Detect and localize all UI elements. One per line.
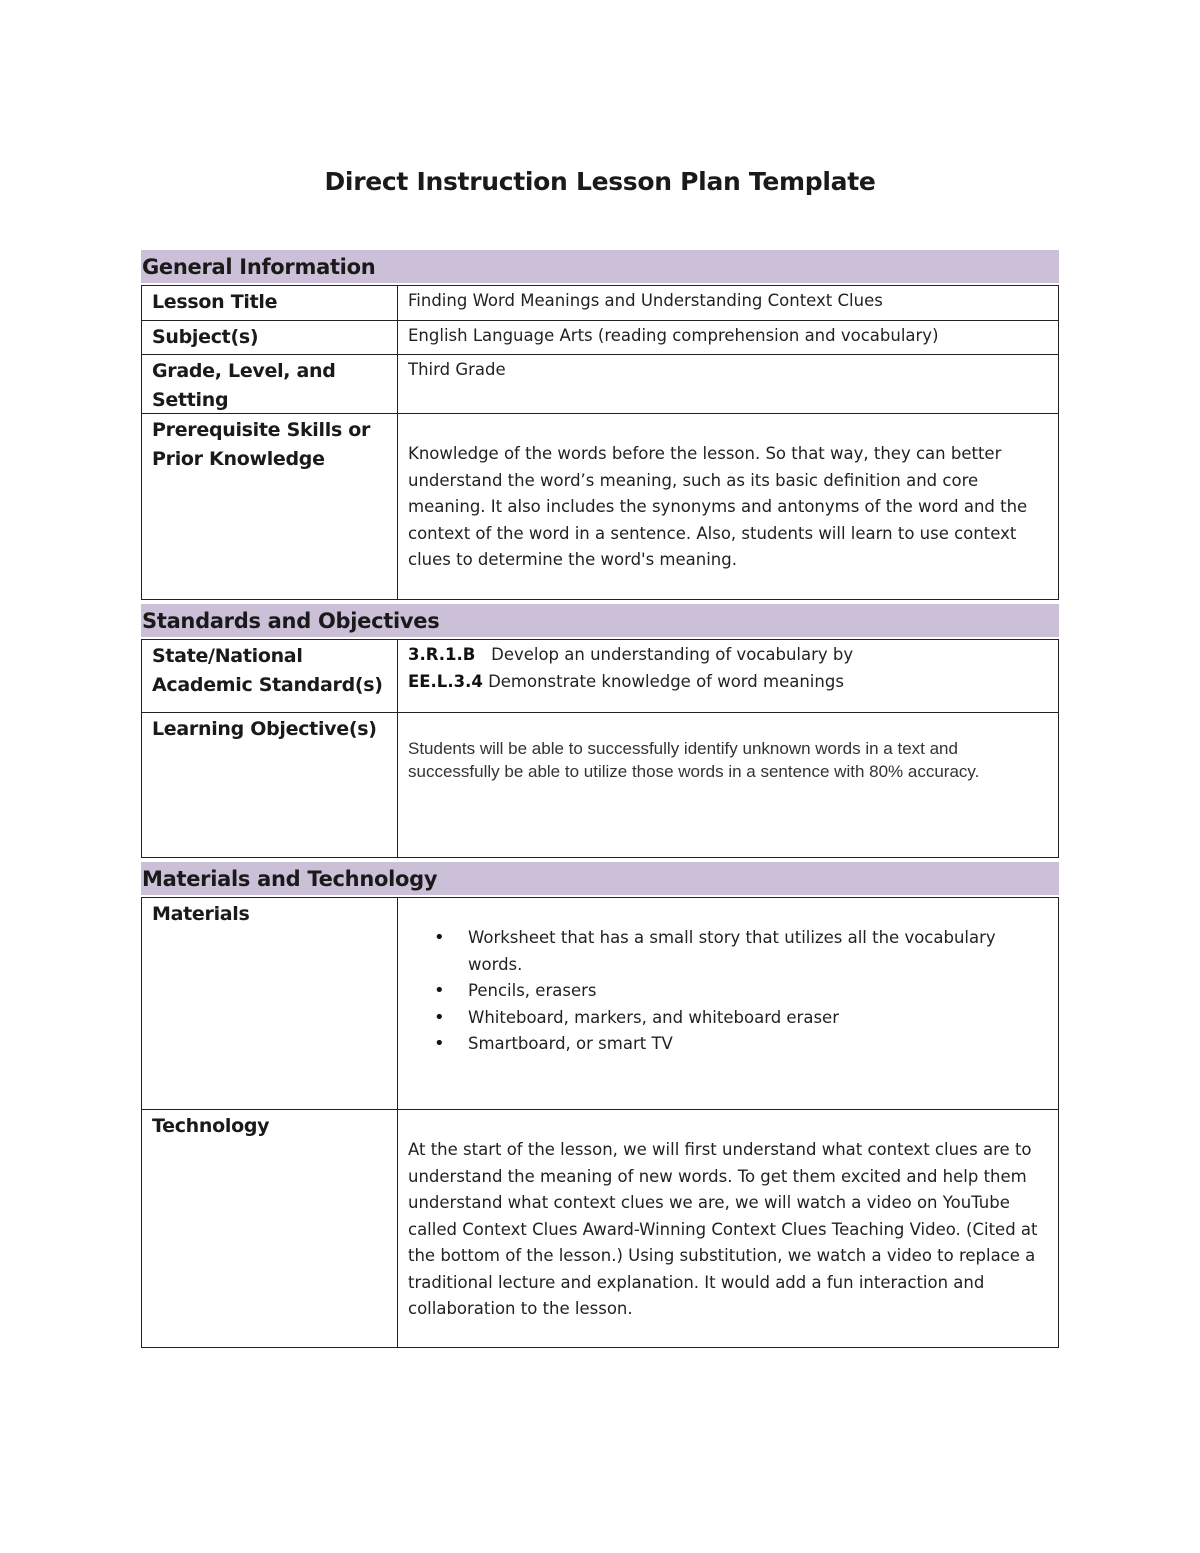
materials-label: Materials — [152, 903, 250, 925]
list-item: • Worksheet that has a small story that utilizes all the vocabulary words. — [398, 925, 1046, 978]
standard-list — [408, 642, 1046, 695]
standard-label: State/National Academic Standard(s) — [152, 645, 383, 696]
table-row — [142, 1109, 1058, 1348]
standard-item — [408, 669, 1046, 696]
list-item: • Smartboard, or smart TV — [398, 1031, 1046, 1058]
materials-list — [398, 925, 1046, 1058]
column-divider — [397, 286, 398, 320]
list-item: • Whiteboard, markers, and whiteboard eraser — [398, 1005, 1046, 1032]
objective-label: Learning Objective(s) — [152, 718, 377, 740]
column-divider — [397, 355, 398, 413]
standards-table — [141, 639, 1059, 858]
grade-label: Grade, Level, and Setting — [152, 360, 336, 411]
section-heading: Materials and Technology — [141, 862, 1059, 895]
column-divider — [397, 640, 398, 712]
table-row — [142, 413, 1058, 600]
standard-text: Demonstrate knowledge of word meanings — [488, 671, 844, 691]
lesson-title-label: Lesson Title — [152, 291, 278, 313]
section-heading: Standards and Objectives — [141, 604, 1059, 637]
column-divider — [397, 713, 398, 857]
general-table — [141, 285, 1059, 600]
section-heading: General Information — [141, 250, 1059, 283]
materials-table — [141, 897, 1059, 1348]
standard-code: 3.R.1.B — [408, 645, 476, 664]
subjects-label: Subject(s) — [152, 326, 259, 348]
page-title: Direct Instruction Lesson Plan Template — [324, 167, 876, 196]
prereq-label: Prerequisite Skills or Prior Knowledge — [152, 419, 371, 470]
standard-item — [408, 642, 1046, 669]
technology-value: At the start of the lesson, we will first understand what context clues are to understand the meaning of new words. To get them excited and help them understand what context clues we are, we will watch a video on YouTube called Context Clues Award-Winning Context Clues Teaching Video. (Cited at the bottom of the lesson.) Using substitution, we watch a video to replace a traditional lecture and explanation. It would add a fun interaction and collaboration to the lesson. — [408, 1140, 1038, 1318]
table-row — [142, 712, 1058, 858]
subjects-value: English Language Arts (reading comprehension and vocabulary) — [408, 326, 939, 345]
column-divider — [397, 414, 398, 599]
table-row — [142, 354, 1058, 413]
column-divider — [397, 1110, 398, 1347]
list-item: • Pencils, erasers — [398, 978, 1046, 1005]
table-row — [142, 285, 1058, 320]
grade-value: Third Grade — [408, 360, 506, 379]
objective-value: Students will be able to successfully identify unknown words in a text and successfully be able to utilize those words in a sentence with 80% accuracy. — [408, 739, 980, 781]
column-divider — [397, 321, 398, 354]
technology-label: Technology — [152, 1115, 270, 1137]
prereq-value: Knowledge of the words before the lesson. So that way, they can better understand the word’s meaning, such as its basic definition and core meaning. It also includes the synonyms and antonyms of the word and the context of the word in a sentence. Also, students will learn to use context clues to determine the word's meaning. — [408, 444, 1028, 569]
table-row — [142, 320, 1058, 354]
lesson-title-value: Finding Word Meanings and Understanding Context Clues — [408, 291, 883, 310]
table-row — [142, 897, 1058, 1109]
standard-code: EE.L.3.4 — [408, 671, 483, 691]
standard-text: Develop an understanding of vocabulary by — [491, 645, 854, 664]
table-row — [142, 639, 1058, 712]
